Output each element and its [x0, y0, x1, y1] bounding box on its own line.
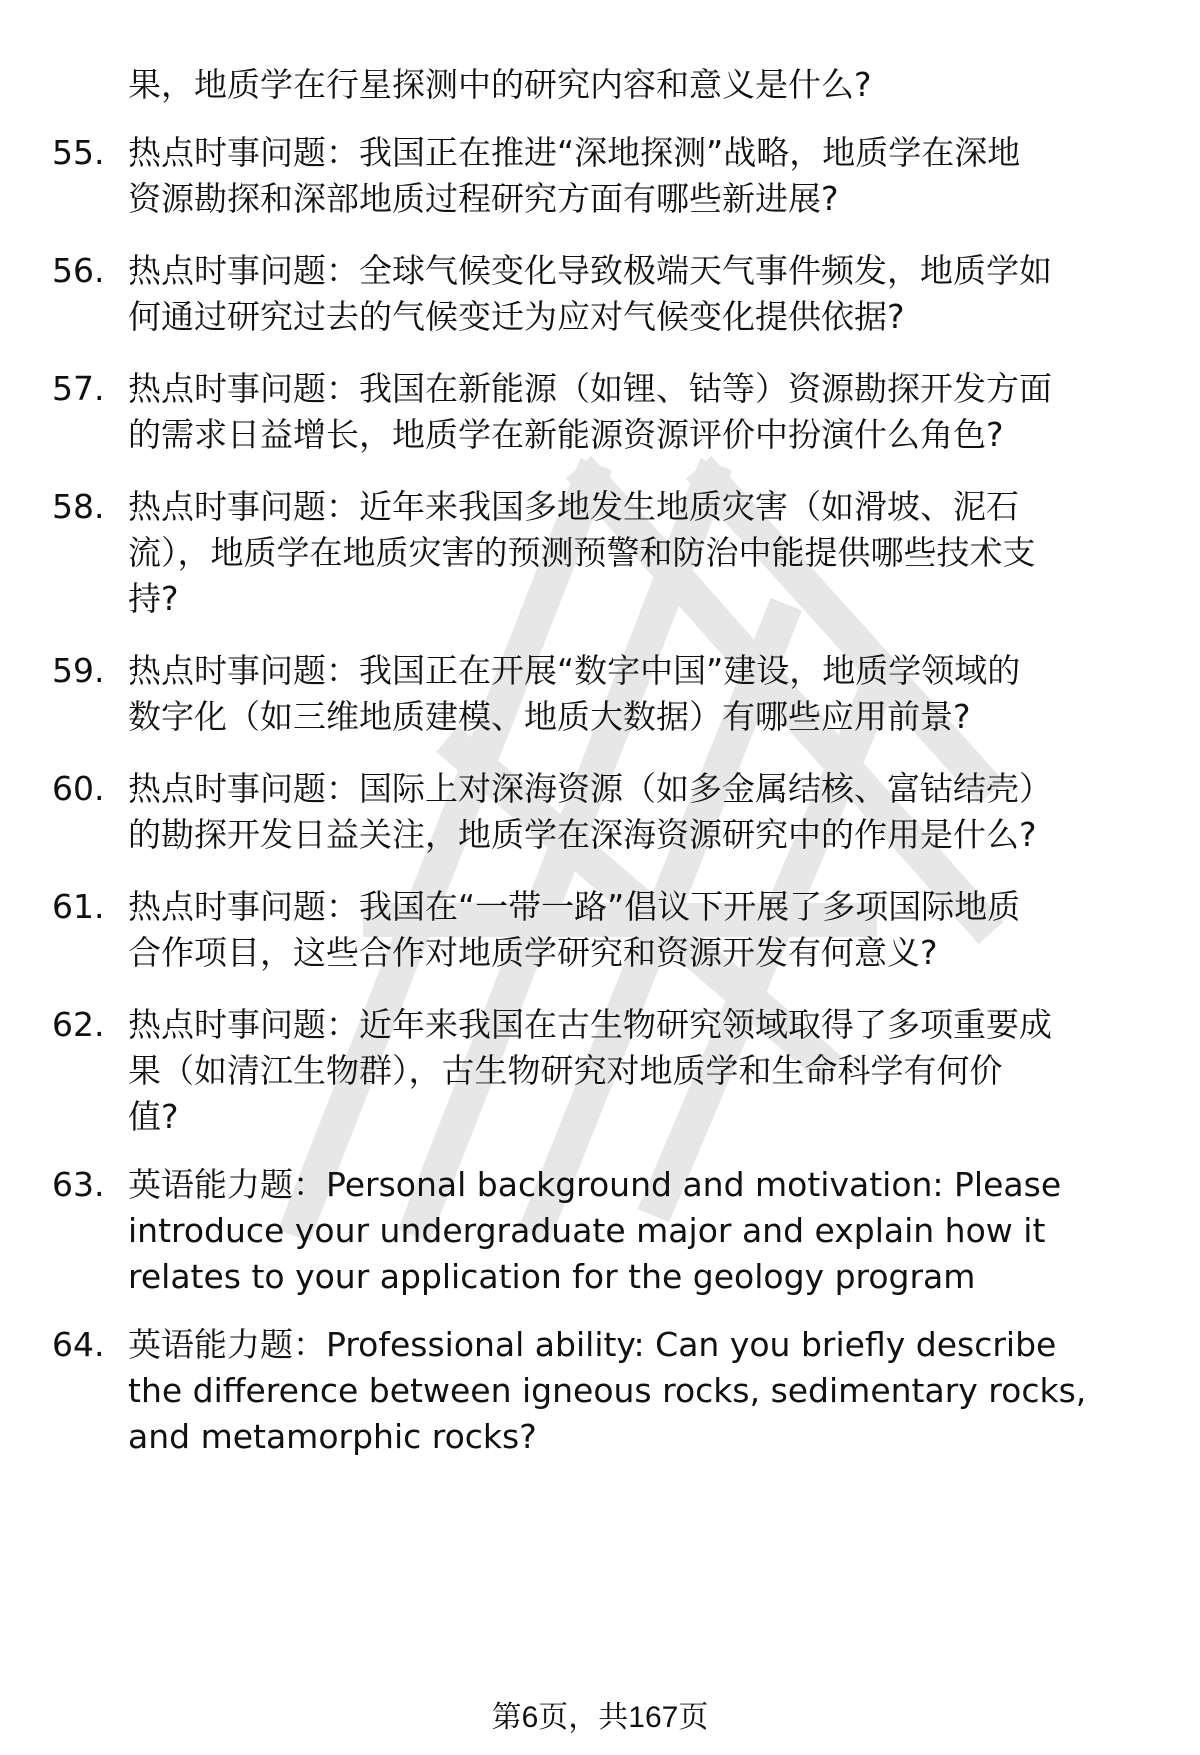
question-number: 61.: [52, 887, 105, 926]
question-line: 英语能力题：Professional ability: Can you briefly describe: [128, 1325, 1057, 1364]
question-line: 热点时事问题：近年来我国在古生物研究领域取得了多项重要成: [128, 1005, 1052, 1044]
question-text: [128, 366, 1138, 458]
question-line: relates to your application for the geology program: [128, 1257, 976, 1296]
question-line: 的勘探开发日益关注，地质学在深海资源研究中的作用是什么?: [128, 815, 1037, 854]
question-line: 流），地质学在地质灾害的预测预警和防治中能提供哪些技术支: [128, 533, 1036, 572]
question-line: 的需求日益增长，地质学在新能源资源评价中扮演什么角色?: [128, 415, 1004, 454]
question-number: 57.: [52, 369, 105, 408]
question-text: [128, 484, 1138, 622]
question-line: 值?: [128, 1097, 179, 1136]
question-line: 热点时事问题：近年来我国多地发生地质灾害（如滑坡、泥石: [128, 487, 1019, 526]
question-line: the difference between igneous rocks, sedimentary rocks,: [128, 1371, 1087, 1410]
question-line: 合作项目，这些合作对地质学研究和资源开发有何意义?: [128, 933, 938, 972]
page-indicator: 第6页，共167页: [491, 1701, 709, 1734]
question-text: [128, 884, 1138, 976]
question-text: [128, 1002, 1138, 1140]
question-line: 热点时事问题：我国在新能源（如锂、钴等）资源勘探开发方面: [128, 369, 1052, 408]
question-line: 热点时事问题：我国在“一带一路”倡议下开展了多项国际地质: [128, 887, 1021, 926]
question-number: 63.: [52, 1165, 105, 1204]
question-number: 60.: [52, 769, 105, 808]
question-number: 56.: [52, 251, 105, 290]
question-number: 59.: [52, 651, 105, 690]
question-text: [128, 1322, 1138, 1460]
question-line: 何通过研究过去的气候变迁为应对气候变化提供依据?: [128, 297, 905, 336]
question-line: 数字化（如三维地质建模、地质大数据）有哪些应用前景?: [128, 697, 971, 736]
question-line: 热点时事问题：我国正在推进“深地探测”战略，地质学在深地: [128, 133, 1021, 172]
question-number: 58.: [52, 487, 105, 526]
question-line: and metamorphic rocks?: [128, 1417, 537, 1456]
question-number: 62.: [52, 1005, 105, 1044]
question-text: [128, 130, 1138, 222]
question-text: [128, 766, 1138, 858]
question-line: 资源勘探和深部地质过程研究方面有哪些新进展?: [128, 179, 839, 218]
question-line: 果（如清江生物群），古生物研究对地质学和生命科学有何价: [128, 1051, 1003, 1090]
question-line: 持?: [128, 579, 179, 618]
question-line: 热点时事问题：国际上对深海资源（如多金属结核、富钴结壳）: [128, 769, 1052, 808]
question-number: 55.: [52, 133, 105, 172]
question-text: [128, 248, 1138, 340]
question-number: 64.: [52, 1325, 105, 1364]
question-line: introduce your undergraduate major and explain how it: [128, 1211, 1046, 1250]
question-text: [128, 1162, 1138, 1300]
question-line: 热点时事问题：我国正在开展“数字中国”建设，地质学领域的: [128, 651, 1021, 690]
continued-question-text: 果，地质学在行星探测中的研究内容和意义是什么?: [128, 65, 872, 104]
question-line: 热点时事问题：全球气候变化导致极端天气事件频发，地质学如: [128, 251, 1052, 290]
question-line: 英语能力题：Personal background and motivation: Please: [128, 1165, 1062, 1204]
question-text: [128, 648, 1138, 740]
